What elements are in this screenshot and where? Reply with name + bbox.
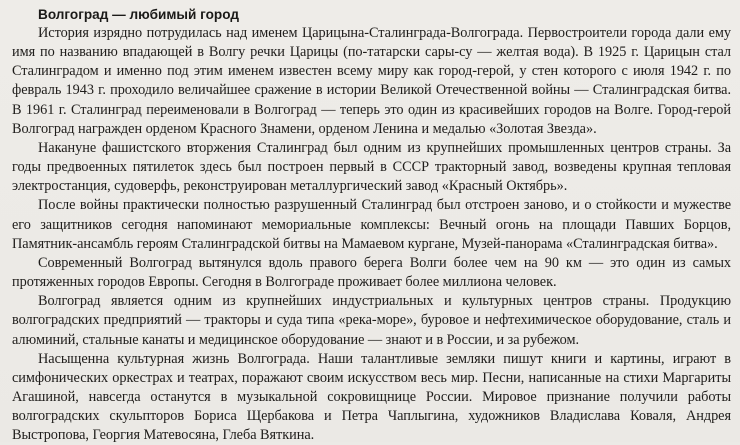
paragraph-culture: Насыщенна культурная жизнь Волгограда. Наши талантливые земляки пишут книги и картины, играют в симфонических оркестрах и театрах, поражают своим искусством весь мир. Песни, написанные на стихи Маргариты Агашиной, навсегда останутся в музыкальной сокровищнице России. Мировое признание получили работы волгоградских скульпторов Бориса Щербакова и Петра Чаплыгина, художников Владислава Коваля, Андрея Выстропова, Георгия Матевосяна, Глеба Вяткина. bbox=[12, 350, 731, 444]
paragraph-industrial-center: Волгоград является одним из крупнейших индустриальных и культурных центров страны. Продукцию волгоградских предприятий — тракторы и суда типа «река-море», буровое и нефтехимическое оборудование, сталь и алюминий, стальные канаты и медицинское оборудование — знают и в России, и за рубежом. bbox=[12, 293, 731, 348]
paragraph-modern-city: Современный Волгоград вытянулся вдоль правого берега Волги более чем на 90 км — это один из самых протяженных городов Европы. Сегодня в Волгограде проживает более миллиона человек. bbox=[12, 254, 731, 291]
document-title: Волгоград — любимый город bbox=[38, 7, 239, 22]
paragraph-history: История изрядно потрудилась над именем Царицына-Сталинграда-Волгограда. Первостроители города дали ему имя по названию впадающей в Волгу речки Царицы (по-татарски сары-су — желтая вода). В 1925 г. Царицын стал Сталинградом и именно под этим именем известен всему миру как город-герой, у стен которого с июля 1942 г. по февраль 1943 г. проходило величайшее сражение в истории Великой Отечественной войны — Сталинградская битва. В 1961 г. Сталинград переименовали в Волгоград — теперь это один из красивейших городов на Волге. Город-герой Волгоград награжден орденом Красного Знамени, орденом Ленина и медалью «Золотая Звезда». bbox=[12, 25, 731, 137]
paragraph-industry-prewar: Накануне фашистского вторжения Сталинград был одним из крупнейших промышленных центров страны. За годы предвоенных пятилеток здесь был построен первый в СССР тракторный завод, возведены крупная тепловая электростанция, судоверфь, реконструирован металлургический завод «Красный Октябрь». bbox=[12, 139, 731, 195]
paragraph-memorials: После войны практически полностью разрушенный Сталинград был отстроен заново, и о стойкости и мужестве его защитников сегодня напоминают мемориальные комплексы: Вечный огонь на площади Павших Борцов, Памятник-ансамбль героям Сталинградской битвы на Мамаевом кургане, Музей-панорама «Сталинградская битва». bbox=[12, 197, 731, 252]
